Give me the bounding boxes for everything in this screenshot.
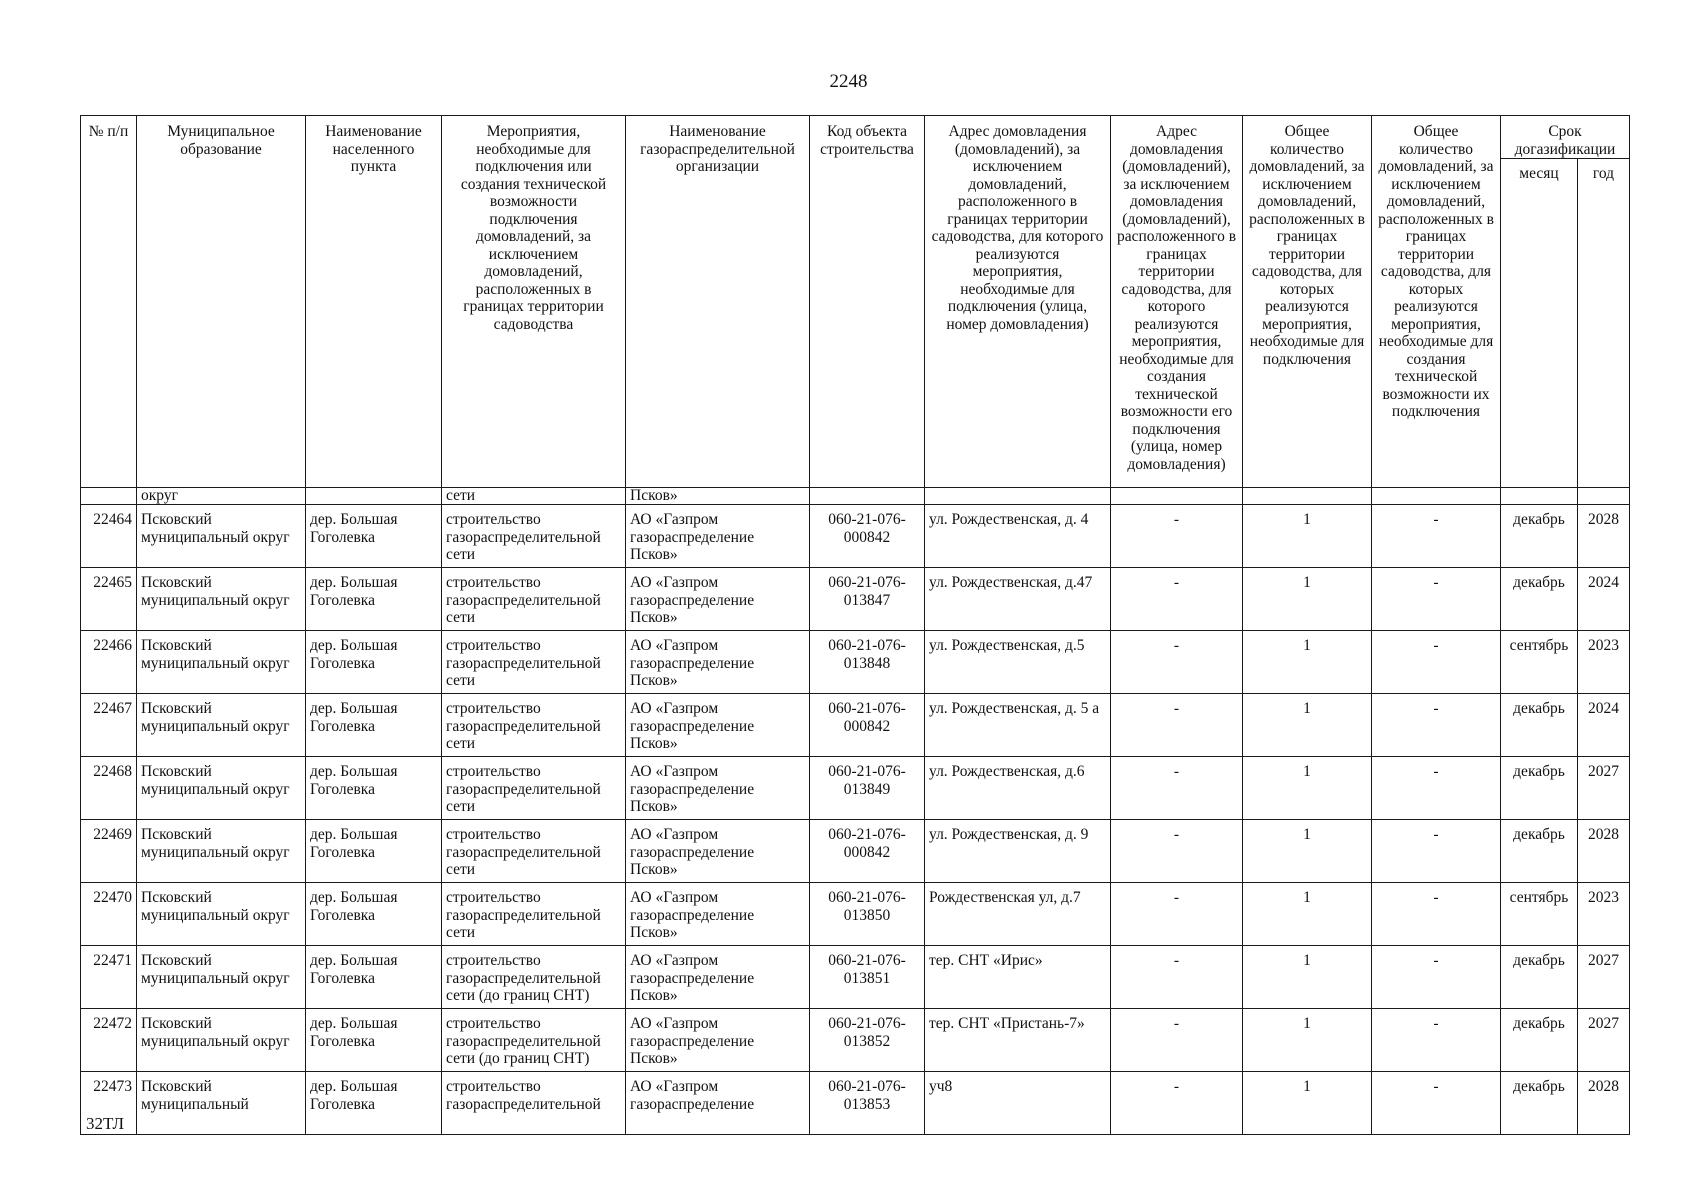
cell-num: 22465 [81, 568, 137, 631]
cell-month: декабрь [1501, 1009, 1578, 1072]
cell-measures: строительство газораспределительной [442, 1072, 626, 1135]
table-row [81, 694, 1630, 757]
cell-object-code: 060-21-076-013848 [810, 631, 925, 694]
cell-municipality: Псковский муниципальный округ [137, 883, 306, 946]
table-row [81, 757, 1630, 820]
cell-gas-org: АО «Газпром газораспределение Псков» [626, 820, 810, 883]
cell-address-garden: - [1111, 568, 1243, 631]
cell-num: 22472 [81, 1009, 137, 1072]
cell-municipality: Псковский муниципальный [137, 1072, 306, 1135]
cell-total-tech: - [1372, 694, 1501, 757]
cell-address-garden: - [1111, 757, 1243, 820]
cell-settlement: дер. Большая Гоголевка [306, 631, 442, 694]
cell-total-tech: - [1372, 1072, 1501, 1135]
cell-object-code: 060-21-076-000842 [810, 694, 925, 757]
cell-settlement: дер. Большая Гоголевка [306, 1072, 442, 1135]
cell-total-tech: - [1372, 1009, 1501, 1072]
cell-object-code [810, 488, 925, 505]
cell-num: 22468 [81, 757, 137, 820]
cell-total-connect: 1 [1243, 694, 1372, 757]
table-row [81, 883, 1630, 946]
table-row [81, 505, 1630, 568]
cell-year [1578, 488, 1630, 505]
cell-measures: строительство газораспределительной сети (до границ СНТ) [442, 946, 626, 1009]
cell-address-connect: ул. Рождественская, д.47 [925, 568, 1111, 631]
cell-address-garden: - [1111, 820, 1243, 883]
cell-year: 2027 [1578, 757, 1630, 820]
cell-measures: строительство газораспределительной сети [442, 505, 626, 568]
cell-measures: строительство газораспределительной сети [442, 631, 626, 694]
header-month: месяц [1501, 159, 1578, 488]
cell-num: 22466 [81, 631, 137, 694]
cell-municipality: Псковский муниципальный округ [137, 820, 306, 883]
cell-total-tech: - [1372, 505, 1501, 568]
cell-measures: сети [442, 488, 626, 505]
table-row [81, 631, 1630, 694]
cell-total-connect: 1 [1243, 820, 1372, 883]
cell-settlement: дер. Большая Гоголевка [306, 505, 442, 568]
header-total-tech: Общее количество домовладений, за исключением домовладений, расположенных в границах территории садоводства, для которых реализуются мероприятия, необходимые для создания технической возможности их подключения [1372, 116, 1501, 488]
cell-settlement: дер. Большая Гоголевка [306, 694, 442, 757]
header-address-garden: Адрес домовладения (домовладений), за исключением домовладения (домовладений), расположенного в границах территории садоводства, для которого реализуются мероприятия, необходимые для создания технической возможности его подключения (улица, номер домовладения) [1111, 116, 1243, 488]
table-header [81, 116, 1630, 488]
cell-settlement: дер. Большая Гоголевка [306, 568, 442, 631]
cell-month: декабрь [1501, 568, 1578, 631]
cell-gas-org: АО «Газпром газораспределение Псков» [626, 1009, 810, 1072]
cell-object-code: 060-21-076-013852 [810, 1009, 925, 1072]
cell-total-tech: - [1372, 883, 1501, 946]
header-total-connect: Общее количество домовладений, за исключением домовладений, расположенных в границах территории садоводства, для которых реализуются мероприятия, необходимые для подключения [1243, 116, 1372, 488]
cell-address-connect: ул. Рождественская, д. 9 [925, 820, 1111, 883]
cell-address-garden: - [1111, 1072, 1243, 1135]
cell-num: 22464 [81, 505, 137, 568]
header-settlement: Наименование населенного пункта [306, 116, 442, 488]
cell-address-garden: - [1111, 694, 1243, 757]
cell-measures: строительство газораспределительной сети [442, 820, 626, 883]
cell-gas-org: АО «Газпром газораспределение Псков» [626, 694, 810, 757]
cell-address-connect: уч8 [925, 1072, 1111, 1135]
cell-total-connect: 1 [1243, 946, 1372, 1009]
cell-year: 2024 [1578, 568, 1630, 631]
cell-measures: строительство газораспределительной сети [442, 568, 626, 631]
cell-total-connect: 1 [1243, 1009, 1372, 1072]
cell-object-code: 060-21-076-013850 [810, 883, 925, 946]
cell-settlement [306, 488, 442, 505]
cell-year: 2028 [1578, 820, 1630, 883]
cell-gas-org: АО «Газпром газораспределение Псков» [626, 757, 810, 820]
cell-total-connect: 1 [1243, 505, 1372, 568]
cell-total-tech: - [1372, 568, 1501, 631]
cell-settlement: дер. Большая Гоголевка [306, 820, 442, 883]
header-year: год [1578, 159, 1630, 488]
cell-total-connect: 1 [1243, 568, 1372, 631]
table-row [81, 568, 1630, 631]
cell-gas-org: Псков» [626, 488, 810, 505]
cell-total-tech: - [1372, 820, 1501, 883]
cell-object-code: 060-21-076-013847 [810, 568, 925, 631]
cell-month: декабрь [1501, 505, 1578, 568]
table-row [81, 1072, 1630, 1135]
cell-total-tech [1372, 488, 1501, 505]
cell-month: декабрь [1501, 757, 1578, 820]
cell-total-connect: 1 [1243, 1072, 1372, 1135]
cell-object-code: 060-21-076-000842 [810, 505, 925, 568]
cell-gas-org: АО «Газпром газораспределение Псков» [626, 946, 810, 1009]
cell-object-code: 060-21-076-013851 [810, 946, 925, 1009]
cell-month: декабрь [1501, 946, 1578, 1009]
cell-municipality: Псковский муниципальный округ [137, 505, 306, 568]
table-row [81, 1009, 1630, 1072]
cell-address-garden [1111, 488, 1243, 505]
cell-address-garden: - [1111, 505, 1243, 568]
cell-address-connect: Рождественская ул, д.7 [925, 883, 1111, 946]
cell-num: 22469 [81, 820, 137, 883]
cell-num: 22471 [81, 946, 137, 1009]
cell-settlement: дер. Большая Гоголевка [306, 1009, 442, 1072]
header-term: Срок догазификации [1501, 116, 1630, 159]
cell-year: 2024 [1578, 694, 1630, 757]
cell-measures: строительство газораспределительной сети [442, 757, 626, 820]
cell-num: 22473 [81, 1072, 137, 1135]
cell-object-code: 060-21-076-013849 [810, 757, 925, 820]
cell-municipality: Псковский муниципальный округ [137, 1009, 306, 1072]
cell-measures: строительство газораспределительной сети (до границ СНТ) [442, 1009, 626, 1072]
cell-gas-org: АО «Газпром газораспределение Псков» [626, 883, 810, 946]
cell-municipality: Псковский муниципальный округ [137, 757, 306, 820]
cell-municipality: Псковский муниципальный округ [137, 568, 306, 631]
header-object-code: Код объекта строительства [810, 116, 925, 488]
cell-object-code: 060-21-076-013853 [810, 1072, 925, 1135]
cell-month [1501, 488, 1578, 505]
cell-measures: строительство газораспределительной сети [442, 694, 626, 757]
cell-total-connect: 1 [1243, 757, 1372, 820]
cell-address-garden: - [1111, 946, 1243, 1009]
table-body [81, 488, 1630, 1135]
page-number: 2248 [829, 71, 868, 92]
gasification-table [80, 115, 1630, 1135]
continuation-row [81, 488, 1630, 505]
cell-year: 2027 [1578, 1009, 1630, 1072]
cell-address-garden: - [1111, 1009, 1243, 1072]
header-address-connect: Адрес домовладения (домовладений), за исключением домовладений, расположенного в границах территории садоводства, для которого реализуются мероприятия, необходимые для подключения (улица, номер домовладения) [925, 116, 1111, 488]
cell-settlement: дер. Большая Гоголевка [306, 946, 442, 1009]
header-gas-org: Наименование газораспределительной организации [626, 116, 810, 488]
cell-measures: строительство газораспределительной сети [442, 883, 626, 946]
cell-municipality: Псковский муниципальный округ [137, 694, 306, 757]
cell-total-tech: - [1372, 631, 1501, 694]
cell-year: 2023 [1578, 883, 1630, 946]
cell-address-garden: - [1111, 883, 1243, 946]
cell-month: сентябрь [1501, 883, 1578, 946]
cell-object-code: 060-21-076-000842 [810, 820, 925, 883]
cell-total-connect [1243, 488, 1372, 505]
header-municipality: Муниципальное образование [137, 116, 306, 488]
cell-num: 22467 [81, 694, 137, 757]
cell-month: декабрь [1501, 820, 1578, 883]
cell-settlement: дер. Большая Гоголевка [306, 757, 442, 820]
cell-municipality: Псковский муниципальный округ [137, 946, 306, 1009]
footer-code: 32ТЛ [86, 1114, 125, 1133]
cell-address-connect: тер. СНТ «Пристань-7» [925, 1009, 1111, 1072]
cell-address-connect [925, 488, 1111, 505]
cell-gas-org: АО «Газпром газораспределение Псков» [626, 631, 810, 694]
cell-total-tech: - [1372, 757, 1501, 820]
header-measures: Мероприятия, необходимые для подключения или создания технической возможности подключения домовладений, за исключением домовладений, расположенных в границах территории садоводства [442, 116, 626, 488]
cell-year: 2023 [1578, 631, 1630, 694]
cell-address-connect: ул. Рождественская, д. 4 [925, 505, 1111, 568]
cell-gas-org: АО «Газпром газораспределение Псков» [626, 505, 810, 568]
cell-num: 22470 [81, 883, 137, 946]
cell-address-connect: ул. Рождественская, д.6 [925, 757, 1111, 820]
table-row [81, 946, 1630, 1009]
cell-gas-org: АО «Газпром газораспределение [626, 1072, 810, 1135]
cell-num [81, 488, 137, 505]
cell-month: сентябрь [1501, 631, 1578, 694]
cell-total-connect: 1 [1243, 883, 1372, 946]
cell-month: декабрь [1501, 1072, 1578, 1135]
cell-address-connect: ул. Рождественская, д. 5 а [925, 694, 1111, 757]
cell-year: 2027 [1578, 946, 1630, 1009]
cell-municipality: Псковский муниципальный округ [137, 631, 306, 694]
cell-total-connect: 1 [1243, 631, 1372, 694]
cell-gas-org: АО «Газпром газораспределение Псков» [626, 568, 810, 631]
table-row [81, 820, 1630, 883]
cell-total-tech: - [1372, 946, 1501, 1009]
cell-year: 2028 [1578, 1072, 1630, 1135]
cell-address-connect: тер. СНТ «Ирис» [925, 946, 1111, 1009]
cell-year: 2028 [1578, 505, 1630, 568]
cell-settlement: дер. Большая Гоголевка [306, 883, 442, 946]
cell-municipality: округ [137, 488, 306, 505]
cell-address-garden: - [1111, 631, 1243, 694]
header-num: № п/п [81, 116, 137, 488]
cell-address-connect: ул. Рождественская, д.5 [925, 631, 1111, 694]
cell-month: декабрь [1501, 694, 1578, 757]
